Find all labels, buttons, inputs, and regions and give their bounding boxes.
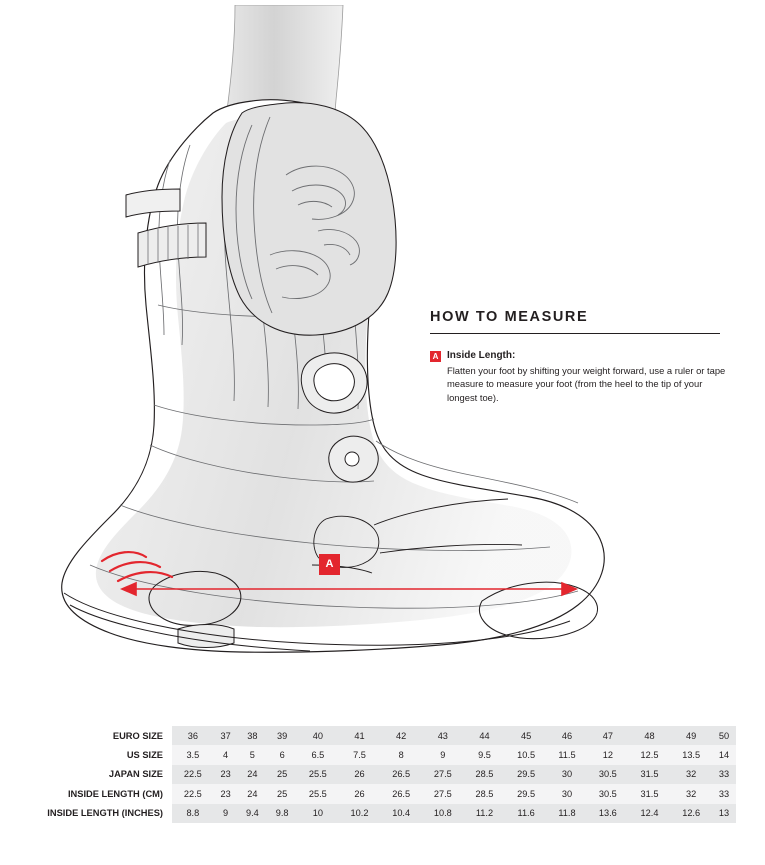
cell: 41 (339, 726, 381, 745)
cell: 48 (629, 726, 671, 745)
cell: 9.5 (464, 745, 506, 764)
cell: 11.2 (464, 804, 506, 823)
cell: 11.8 (547, 804, 587, 823)
ankle-disc (301, 353, 367, 413)
cell: 26.5 (380, 765, 422, 784)
cell: 9 (422, 745, 464, 764)
cell: 9.4 (237, 804, 267, 823)
cell: 10 (297, 804, 339, 823)
lower-hinge (329, 436, 378, 482)
cell: 8 (380, 745, 422, 764)
table-row (30, 804, 736, 823)
cell: 29.5 (505, 765, 547, 784)
cell: 50 (712, 726, 736, 745)
cell: 33 (712, 765, 736, 784)
cell: 10.8 (422, 804, 464, 823)
cell: 13.5 (670, 745, 712, 764)
cell: 6 (267, 745, 297, 764)
cell: 37 (214, 726, 238, 745)
cell: 23 (214, 765, 238, 784)
cell: 5 (237, 745, 267, 764)
ankle-armor-plate (222, 103, 396, 336)
cell: 39 (267, 726, 297, 745)
cell: 27.5 (422, 784, 464, 803)
cell: 24 (237, 765, 267, 784)
cell: 31.5 (629, 765, 671, 784)
cell: 9.8 (267, 804, 297, 823)
title-divider (430, 333, 720, 334)
cell: 7.5 (339, 745, 381, 764)
size-chart-table (30, 726, 736, 823)
cell: 28.5 (464, 784, 506, 803)
row-label: EURO SIZE (30, 726, 172, 745)
cell: 25 (267, 765, 297, 784)
cell: 10.5 (505, 745, 547, 764)
cell: 45 (505, 726, 547, 745)
cell: 28.5 (464, 765, 506, 784)
cell: 6.5 (297, 745, 339, 764)
cell: 40 (297, 726, 339, 745)
cell: 23 (214, 784, 238, 803)
row-label: JAPAN SIZE (30, 765, 172, 784)
table-row (30, 726, 736, 745)
cell: 11.6 (505, 804, 547, 823)
cell: 12.4 (629, 804, 671, 823)
cell: 30 (547, 784, 587, 803)
cell: 9 (214, 804, 238, 823)
cell: 42 (380, 726, 422, 745)
cell: 8.8 (172, 804, 214, 823)
cell: 33 (712, 784, 736, 803)
cell: 13.6 (587, 804, 629, 823)
inside-length-description: Flatten your foot by shifting your weight forward, use a ruler or tape measure to measure your foot (from the heel to the tip of your longest toe). (447, 364, 726, 403)
cell: 3.5 (172, 745, 214, 764)
cell: 38 (237, 726, 267, 745)
cell: 27.5 (422, 765, 464, 784)
cell: 26 (339, 765, 381, 784)
row-label: INSIDE LENGTH (INCHES) (30, 804, 172, 823)
cell: 12 (587, 745, 629, 764)
cell: 22.5 (172, 784, 214, 803)
cell: 13 (712, 804, 736, 823)
cell: 47 (587, 726, 629, 745)
how-to-measure-panel (430, 310, 730, 404)
cell: 12.5 (629, 745, 671, 764)
inside-length-label: Inside Length: (447, 349, 516, 361)
cell: 32 (670, 765, 712, 784)
cell: 30 (547, 765, 587, 784)
cell: 10.4 (380, 804, 422, 823)
cell: 24 (237, 784, 267, 803)
cell: 25 (267, 784, 297, 803)
row-label: US SIZE (30, 745, 172, 764)
cell: 4 (214, 745, 238, 764)
cell: 12.6 (670, 804, 712, 823)
cell: 36 (172, 726, 214, 745)
inside-length-heading-row (430, 350, 730, 362)
cell: 43 (422, 726, 464, 745)
cell: 30.5 (587, 784, 629, 803)
cell: 14 (712, 745, 736, 764)
table-row (30, 784, 736, 803)
how-to-measure-title: HOW TO MEASURE (430, 309, 589, 325)
cell: 30.5 (587, 765, 629, 784)
cell: 25.5 (297, 765, 339, 784)
cell: 26.5 (380, 784, 422, 803)
cell: 44 (464, 726, 506, 745)
table-row (30, 745, 736, 764)
cell: 22.5 (172, 765, 214, 784)
cell: 49 (670, 726, 712, 745)
row-label: INSIDE LENGTH (CM) (30, 784, 172, 803)
cell: 11.5 (547, 745, 587, 764)
cell: 26 (339, 784, 381, 803)
size-chart-body (30, 726, 736, 823)
measure-marker-a: A (319, 554, 340, 575)
table-row (30, 765, 736, 784)
cell: 46 (547, 726, 587, 745)
cell: 29.5 (505, 784, 547, 803)
cell: 32 (670, 784, 712, 803)
cell: 25.5 (297, 784, 339, 803)
cell: 10.2 (339, 804, 381, 823)
cell: 31.5 (629, 784, 671, 803)
badge-a-icon: A (430, 351, 441, 362)
